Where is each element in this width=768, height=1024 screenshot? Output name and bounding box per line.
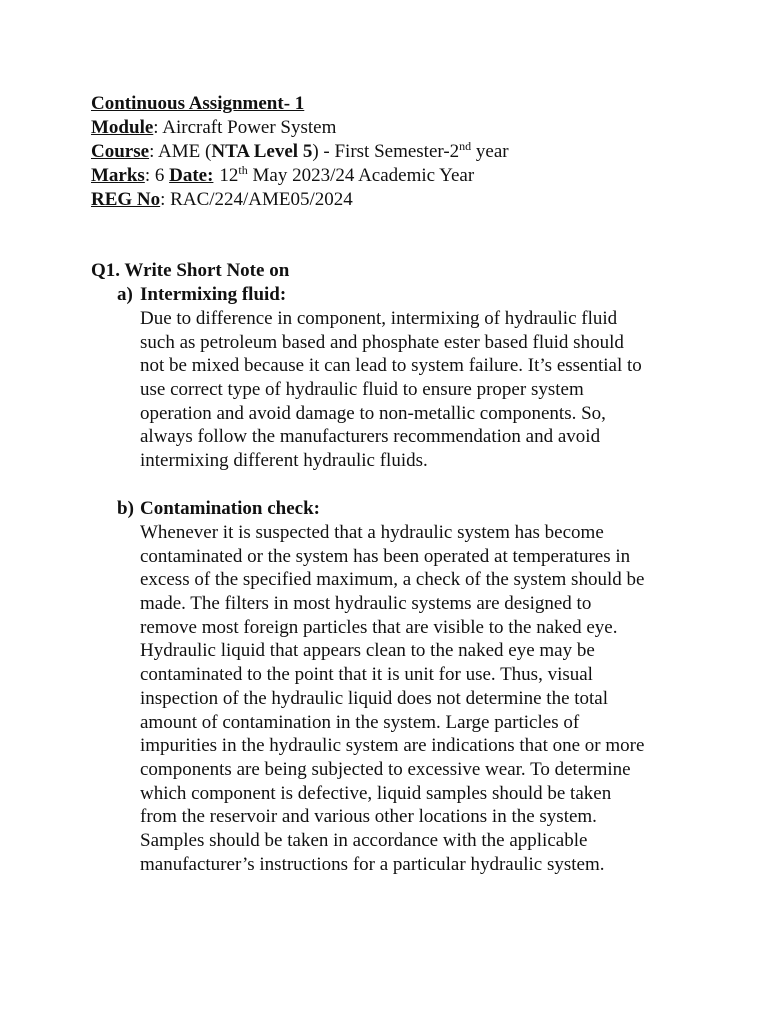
course-level: NTA Level 5 (211, 141, 313, 162)
paragraph-line: Hydraulic liquid that appears clean to the naked eye may be (140, 640, 595, 662)
paragraph-line: which component is defective, liquid samples should be taken (140, 782, 612, 804)
question-title: Q1. Write Short Note on (91, 260, 290, 281)
paragraph-line: manufacturer’s instructions for a particular hydraulic system. (140, 853, 605, 875)
paragraph-line: contaminated or the system has been operated at temperatures in (140, 545, 631, 567)
paragraph-line: intermixing different hydraulic fluids. (140, 450, 428, 472)
paragraph-line: remove most foreign particles that are visible to the naked eye. (140, 616, 618, 638)
course-value-mid: ) - First Semester-2 (312, 141, 460, 162)
paragraph-line: from the reservoir and various other locations in the system. (140, 806, 597, 828)
part-b-title: Contamination check: (140, 498, 320, 519)
paragraph-line: impurities in the hydraulic system are indications that one or more (140, 735, 645, 757)
reg-line (91, 188, 731, 212)
module-label: Module (91, 117, 154, 138)
reg-value: : RAC/224/AME05/2024 (160, 189, 353, 210)
assignment-title-line (91, 92, 731, 116)
paragraph-line: Whenever it is suspected that a hydraulic system has become (140, 522, 604, 543)
paragraph-line: always follow the manufacturers recommendation and avoid (140, 426, 601, 448)
paragraph-line: Samples should be taken in accordance with the applicable (140, 829, 588, 851)
module-value: : Aircraft Power System (153, 117, 337, 138)
paragraph-line: operation and avoid damage to non-metallic components. So, (140, 402, 606, 424)
part-b-paragraph (140, 521, 644, 876)
part-b-letter: b) (117, 498, 134, 519)
marks-label: Marks (91, 165, 145, 186)
course-value-post: year (471, 141, 509, 162)
assignment-title: Continuous Assignment- 1 (91, 93, 305, 114)
paragraph-line: Due to difference in component, intermixing of hydraulic fluid (140, 308, 618, 329)
date-day: 12 (219, 165, 239, 186)
paragraph-line: not be mixed because it can lead to system failure. It’s essential to (140, 355, 642, 377)
paragraph-line: amount of contamination in the system. Large particles of (140, 711, 580, 733)
course-value-pre: : AME ( (149, 141, 212, 162)
date-sup: th (238, 163, 248, 177)
paragraph-line: inspection of the hydraulic liquid does not determine the total (140, 687, 609, 709)
paragraph-line: made. The filters in most hydraulic systems are designed to (140, 593, 592, 615)
date-rest: May 2023/24 Academic Year (247, 165, 475, 186)
module-line (91, 116, 731, 140)
part-a-letter: a) (117, 284, 133, 305)
paragraph-line: components are being subjected to excessive wear. To determine (140, 758, 631, 780)
assignment-header (91, 92, 731, 212)
reg-label: REG No (91, 189, 161, 210)
course-sup: nd (459, 139, 472, 153)
date-label: Date: (169, 165, 214, 186)
paragraph-line: contaminated to the point that it is unit for use. Thus, visual (140, 664, 593, 686)
paragraph-line: excess of the specified maximum, a check of the system should be (140, 569, 645, 591)
part-a-title: Intermixing fluid: (140, 284, 287, 305)
part-a-heading (117, 283, 286, 307)
marks-value: : 6 (144, 165, 170, 186)
part-b-heading (117, 497, 320, 521)
paragraph-line: such as petroleum based and phosphate ester based fluid should (140, 331, 624, 353)
course-label: Course (91, 141, 150, 162)
course-line (91, 140, 731, 164)
marks-date-line (91, 164, 731, 188)
part-a-paragraph (140, 307, 642, 473)
paragraph-line: use correct type of hydraulic fluid to ensure proper system (140, 379, 584, 401)
